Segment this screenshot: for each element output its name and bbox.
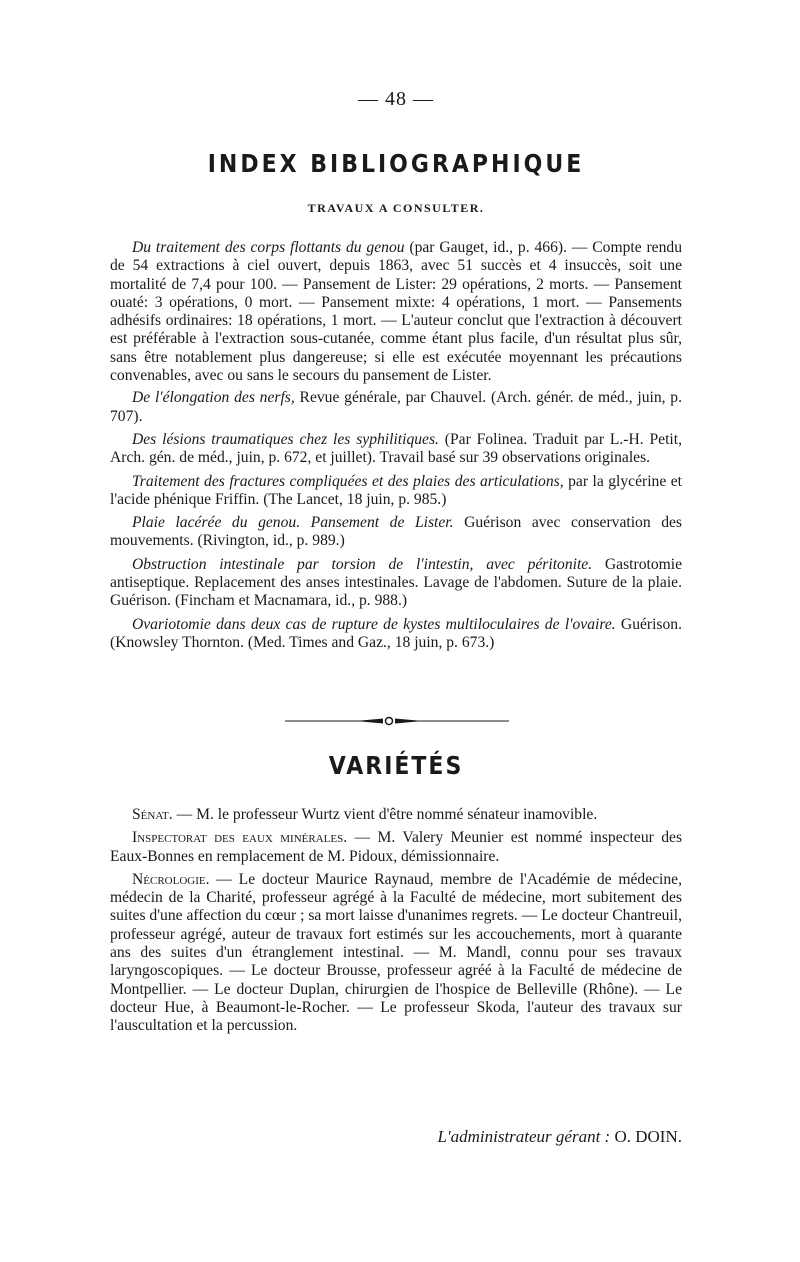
bibliography-entry	[110, 239, 682, 385]
varietes-list	[110, 806, 682, 1041]
signature	[438, 1127, 682, 1147]
index-subheading: TRAVAUX A CONSULTER.	[307, 201, 485, 215]
entry-body: (Par Folinea. Traduit par L.-H. Petit, Arch. gén. de méd., juin, p. 672, et juillet). Travail basé sur 39 observations originales.	[110, 430, 682, 467]
entry-title: Obstruction intestinale par torsion de l'intestin, avec péritonite.	[132, 555, 593, 573]
entry-title: Des lésions traumatiques chez les syphilitiques.	[132, 430, 439, 448]
entry-title: Ovariotomie dans deux cas de rupture de kystes multiloculaires de l'ovaire.	[132, 615, 616, 633]
entry-body: Guérison avec conservation des mouvements. (Rivington, id., p. 989.)	[110, 514, 682, 550]
entry-body: Revue générale, par Chauvel. (Arch. génér. de méd., juin, p. 707).	[110, 389, 682, 425]
news-item-body: — M. Valery Meunier est nommé inspecteur des Eaux-Bonnes en remplacement de M. Pidoux, démissionnaire.	[110, 829, 683, 865]
signature-role: L'administrateur gérant :	[437, 1127, 611, 1146]
bibliography-entry	[110, 473, 682, 510]
entry-title: Du traitement des corps flottants du genou	[132, 239, 405, 256]
bibliography-entry	[110, 616, 682, 653]
entry-body: Guérison. (Knowsley Thornton. (Med. Times and Gaz., 18 juin, p. 673.)	[110, 615, 682, 651]
news-item-body: — M. le professeur Wurtz vient d'être nommé sénateur inamovible.	[172, 806, 598, 823]
news-item-lead: Inspectorat des eaux minérales.	[132, 829, 348, 847]
page-number: — 48 —	[358, 88, 434, 110]
entry-body: Gastrotomie antiseptique. Replacement des anses intestinales. Lavage de l'abdomen. Suture de la plaie. Guérison. (Fincham et Macnamara, id., p. 988.)	[110, 555, 682, 610]
news-item-lead: Nécrologie.	[132, 870, 210, 888]
entry-body: (par Gauget, id., p. 466). — Compte rendu de 54 extractions à ciel ouvert, depuis 1863, avec 51 succès et 4 insuccès, soit une mortalité de 7,4 pour 100. — Pansement de Lister: 29 opérations, 2 morts. — Pansement ouaté: 3 opérations, 0 mort. — Pansement mixte: 4 opérations, 1 mort. — Pansements adhésifs ordinaires: 18 opérations, 1 mort. — L'auteur conclut que l'extraction à découvert est préférable à l'extraction sous-cutanée, comme étant plus facile, d'un résultat plus sûr, sans être notablement plus dangereuse; si elle est exécutée moyennant les précautions convenables, avec ou sans le secours du pansement de Lister.	[110, 239, 682, 385]
index-heading: INDEX BIBLIOGRAPHIQUE	[207, 150, 585, 179]
signature-name: O. DOIN.	[610, 1127, 682, 1146]
news-item	[110, 829, 682, 866]
entry-title: Traitement des fractures compliquées et des plaies des articulations,	[132, 472, 564, 490]
entry-body: par la glycérine et l'acide phénique Friffin. (The Lancet, 18 juin, p. 985.)	[110, 472, 683, 508]
entry-title: De l'élongation des nerfs,	[132, 389, 295, 407]
bibliography-entry	[110, 514, 682, 551]
news-item-lead: Sénat.	[132, 806, 173, 823]
bibliography-entry	[110, 556, 682, 611]
bibliography-entry	[110, 389, 682, 426]
news-item	[110, 871, 682, 1036]
bibliography-list	[110, 239, 682, 657]
bibliography-entry	[110, 431, 682, 468]
entry-title: Plaie lacérée du genou. Pansement de Lister.	[132, 514, 454, 532]
news-item-body: — Le docteur Maurice Raynaud, membre de l'Académie de médecine, médecin de la Charité, professeur agrégé à la Faculté de médecine, mort subitement des suites d'une affection du cœur ; sa mort laisse d'unanimes regrets. — Le docteur Chantreuil, professeur agrégé, auteur de travaux fort estimés sur les accouchements, mort à quarante ans des suites d'un étranglement intestinal. — M. Mandl, connu pour ses travaux laryngoscopiques. — Le docteur Brousse, professeur agréé à la Faculté de médecine de Montpellier. — Le docteur Duplan, chirurgien de l'hospice de Belleville (Rhône). — Le docteur Hue, à Beaumont-le-Rocher. — Le professeur Skoda, l'auteur des travaux sur l'auscultation et la percussion.	[110, 870, 682, 1035]
section-divider-ornament	[285, 716, 509, 726]
news-item	[110, 806, 682, 824]
varietes-heading: VARIÉTÉS	[328, 752, 464, 781]
